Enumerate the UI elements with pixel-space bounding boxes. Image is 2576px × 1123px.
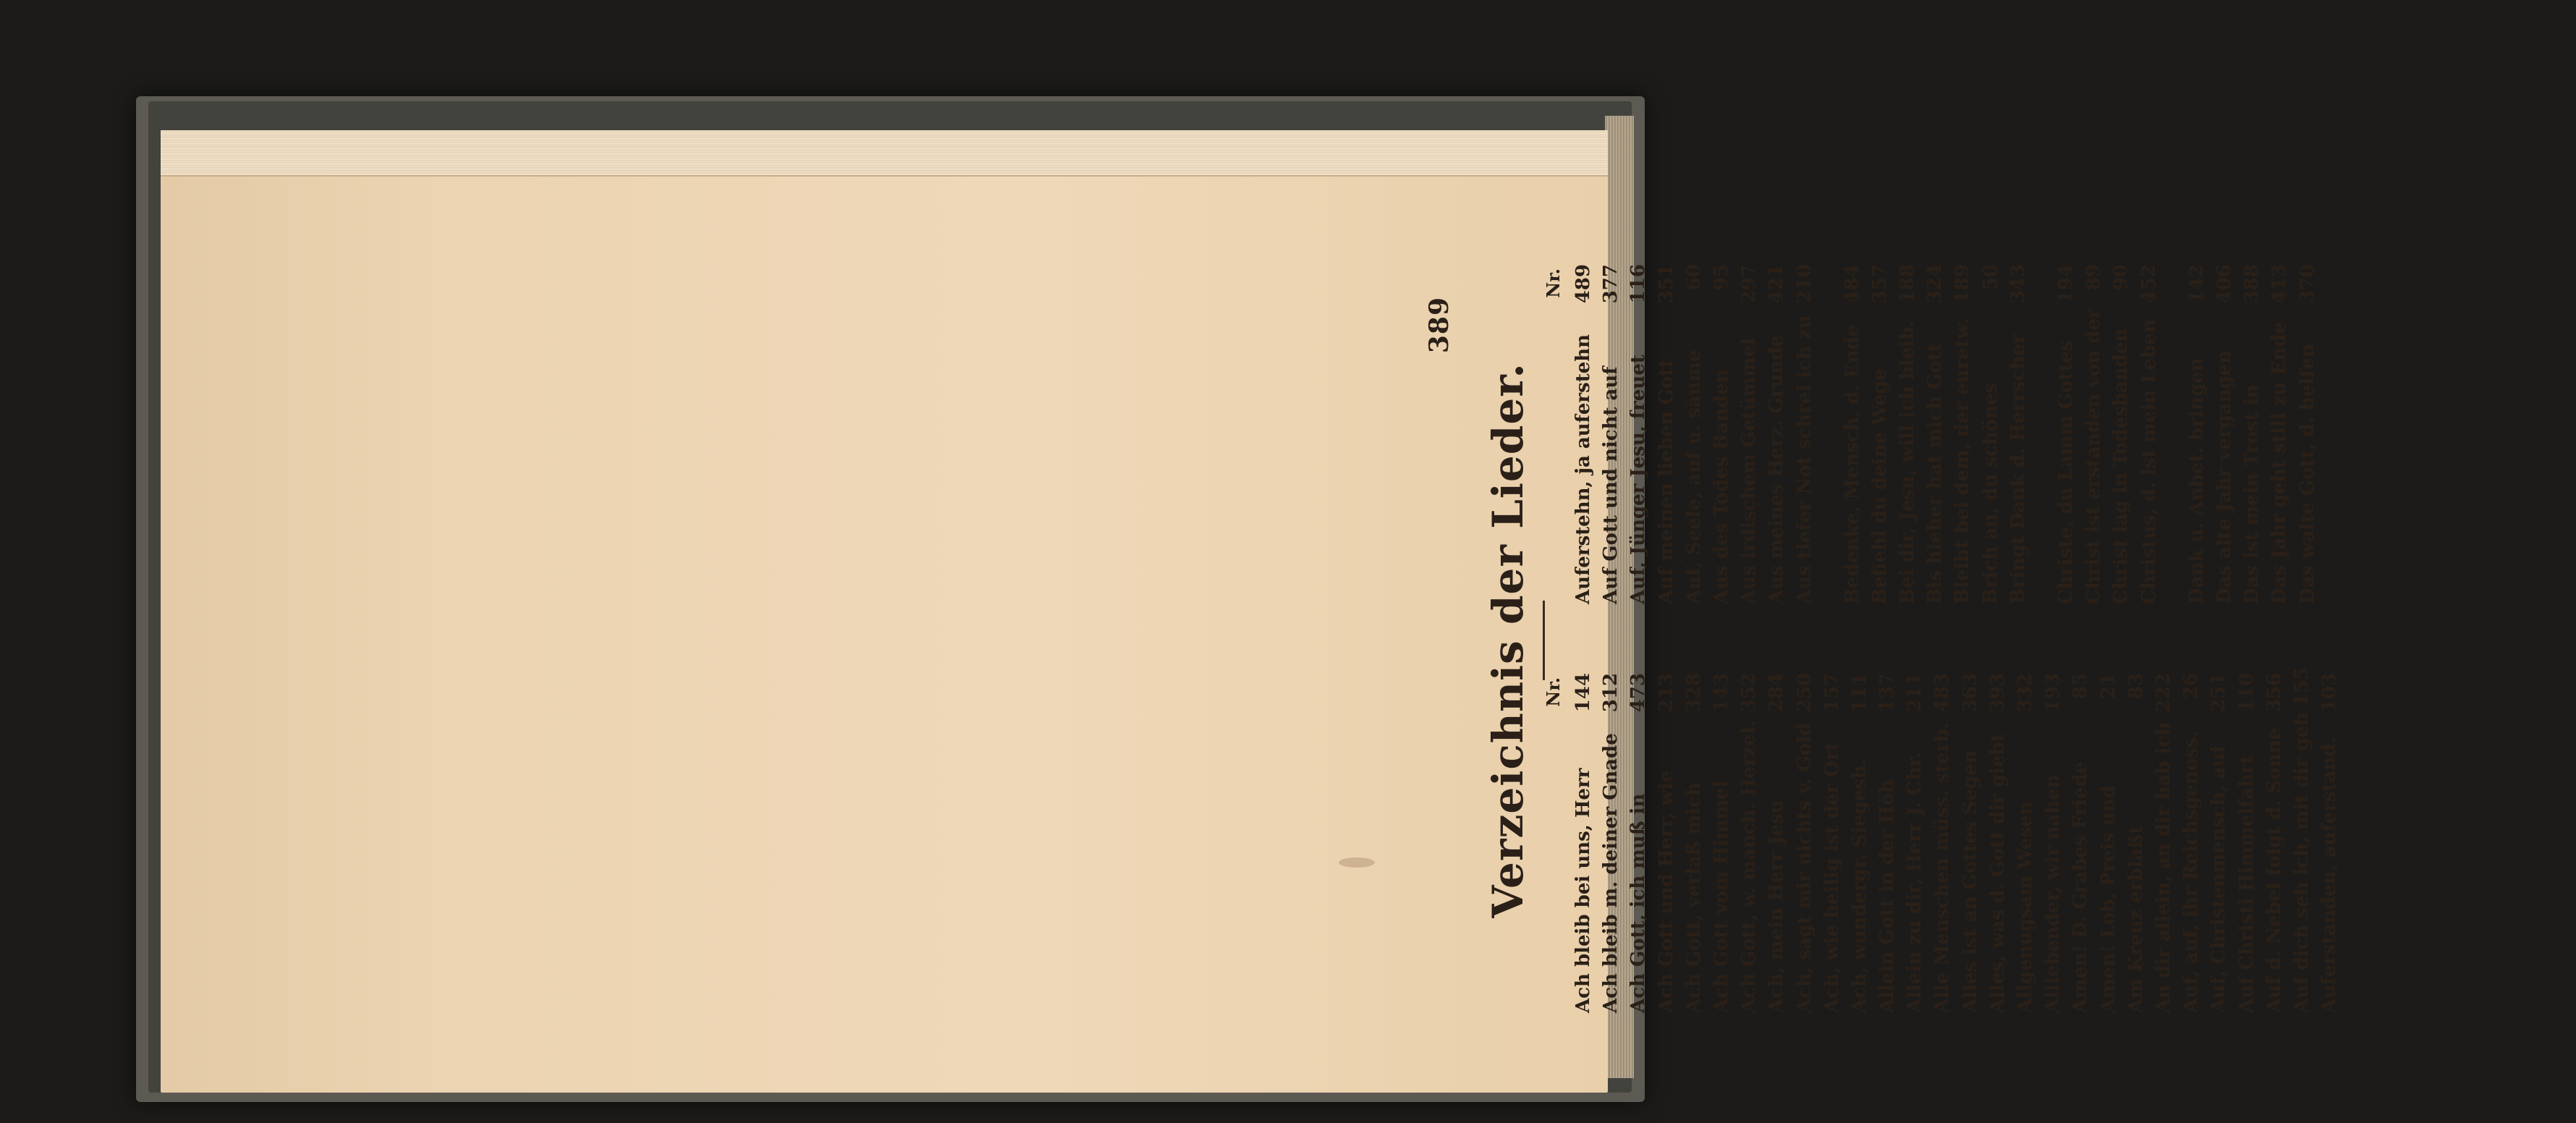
song-number: 363 xyxy=(1959,673,1981,713)
song-title: Brich an, du schönes xyxy=(1979,382,2001,604)
list-item xyxy=(1866,264,1894,604)
song-number: 211 xyxy=(1904,673,1926,713)
entry-list-left xyxy=(1569,666,2343,1013)
list-item xyxy=(2261,673,2288,1013)
list-item xyxy=(2004,264,2032,604)
list-item xyxy=(1708,264,1735,604)
song-title: Bringt Dank d. Herrscher xyxy=(2007,334,2029,604)
list-item xyxy=(1735,264,1763,604)
list-item xyxy=(2012,673,2039,1013)
song-title: Das alte Jahr vergangen xyxy=(2213,349,2235,604)
song-title: Christus, d. ist mein Leben xyxy=(2138,319,2160,604)
song-number: 352 xyxy=(1738,673,1761,713)
page-content xyxy=(1418,224,2576,1056)
page-stain xyxy=(1339,857,1375,868)
song-number: 193 xyxy=(2042,673,2064,713)
song-number: 194 xyxy=(2055,264,2077,304)
nr-header: Nr. xyxy=(1543,677,1564,707)
song-number: 484 xyxy=(1841,264,1863,304)
section-gap xyxy=(2163,264,2183,604)
song-title: Ach, mein Herr Jesu xyxy=(1766,800,1788,1013)
song-number: 90 xyxy=(2110,264,2132,291)
song-number: 26 xyxy=(2180,673,2203,700)
song-number: 21 xyxy=(2097,673,2119,700)
song-number: 103 xyxy=(2318,673,2341,713)
list-item xyxy=(1653,264,1680,604)
list-item xyxy=(1984,673,2012,1013)
song-number: 332 xyxy=(2014,673,2036,713)
rotated-page-content xyxy=(1418,224,2576,1056)
list-item xyxy=(1957,673,1984,1013)
section-gap xyxy=(1818,264,1839,604)
song-number: 421 xyxy=(1766,264,1788,304)
list-item xyxy=(1921,264,1949,604)
song-number: 210 xyxy=(1793,264,1816,304)
song-number: 406 xyxy=(2213,264,2235,304)
song-number: 144 xyxy=(1572,673,1594,713)
list-item xyxy=(2233,673,2261,1013)
song-number: 116 xyxy=(1627,264,1650,304)
song-title: Christ ist erstanden von der xyxy=(2083,308,2105,604)
title-rule xyxy=(1543,601,1545,680)
song-number: 137 xyxy=(1876,673,1899,713)
song-number: 473 xyxy=(1627,673,1650,713)
song-number: 143 xyxy=(1710,673,1732,713)
song-title: Amen! Lob, Preis und xyxy=(2097,785,2119,1013)
list-item xyxy=(1846,673,1873,1013)
song-number: 50 xyxy=(1979,264,2001,291)
song-title: Ach bleib m. deiner Gnade xyxy=(1600,733,1622,1013)
list-item xyxy=(1569,673,1597,1013)
song-title: Auf, Seele, auf u. säume xyxy=(1682,349,1705,604)
list-item xyxy=(2266,264,2293,604)
song-number: 111 xyxy=(1848,673,1870,713)
list-item xyxy=(1839,264,1866,604)
song-number: 393 xyxy=(1986,673,2009,713)
book-page xyxy=(161,130,1608,1093)
song-title: Bedenke, Mensch, d. Ende xyxy=(1841,324,1863,604)
song-title: Alles, was d. Gott dir giebt xyxy=(1986,733,2009,1013)
list-item xyxy=(2177,673,2205,1013)
song-number: 284 xyxy=(1766,673,1788,713)
song-title: Bei dir, Jesu, will ich bleib. xyxy=(1897,320,1919,604)
song-title: Befiehl du deine Wege xyxy=(1868,368,1891,604)
list-item xyxy=(1624,264,1652,604)
song-title: Am Kreuz erblaßt xyxy=(2124,825,2147,1013)
song-title: Ach Gott und Herr, wie xyxy=(1655,770,1677,1013)
song-number: 370 xyxy=(2296,264,2318,304)
list-item xyxy=(2288,666,2316,1013)
song-number: 388 xyxy=(2241,264,2263,304)
page-title: Verzeichnis der Lieder. xyxy=(1483,363,1533,918)
song-number: 356 xyxy=(2263,673,2285,713)
song-title: An dir allein, an dir hab ich xyxy=(2152,721,2174,1013)
list-item xyxy=(2150,673,2177,1013)
song-title: Christe, du Lamm Gottes xyxy=(2055,340,2077,604)
song-number: 157 xyxy=(1821,673,1843,713)
song-title: Aus tiefer Not schrei ich zu xyxy=(1793,315,1816,604)
list-item xyxy=(1949,264,1976,604)
list-item xyxy=(1894,264,1921,604)
page-top-edges xyxy=(161,130,1608,177)
song-number: 251 xyxy=(2208,673,2230,713)
song-number: 222 xyxy=(2152,673,2174,713)
song-title: Auf Christi Himmelfahrt xyxy=(2235,755,2258,1013)
song-number: 297 xyxy=(1738,264,1761,304)
song-title: Ach, wundergr. Siegesh. xyxy=(1848,758,1870,1013)
song-title: Ach Gott, w. manch. Herzel. xyxy=(1738,720,1761,1013)
song-number: 324 xyxy=(1924,264,1946,304)
song-number: 343 xyxy=(2007,264,2029,304)
list-item xyxy=(1680,264,1708,604)
song-title: Alle Menschen müss. sterb. xyxy=(1931,722,1954,1013)
entry-list-right xyxy=(1569,264,2321,604)
song-title: Auf d. Nebel folgt d. Sonne xyxy=(2263,728,2285,1013)
list-item xyxy=(1597,673,1624,1013)
song-title: Bleibt bei dem, der euretw. xyxy=(1952,318,1974,604)
song-number: 89 xyxy=(2083,264,2105,291)
song-title: Amen! D. Grabes Friede xyxy=(2069,761,2092,1013)
list-item xyxy=(1597,264,1624,604)
song-title: Aus des Todes Banden xyxy=(1710,369,1732,604)
list-item xyxy=(2205,673,2232,1013)
song-title: Allein Gott in der Höh xyxy=(1876,779,1899,1013)
song-number: 188 xyxy=(1897,264,1919,304)
list-item xyxy=(2316,673,2343,1013)
list-item xyxy=(1901,673,1928,1013)
song-number: 483 xyxy=(1931,673,1954,713)
song-number: 413 xyxy=(2268,264,2291,304)
song-number: 489 xyxy=(1572,264,1594,304)
index-column-left xyxy=(1538,666,2343,1013)
list-item xyxy=(2095,673,2122,1013)
list-item xyxy=(1624,673,1652,1013)
song-number: 155 xyxy=(2290,666,2313,707)
song-title: Das walte Gott, d. helfen xyxy=(2296,344,2318,604)
song-title: Ach, wie heilig ist der Ort xyxy=(1821,742,1843,1013)
song-number: 312 xyxy=(1600,673,1622,713)
song-title: Das ist mein Trost in xyxy=(2241,384,2263,604)
song-title: Auf Gott und nicht auf xyxy=(1600,366,1622,604)
song-number: 213 xyxy=(1655,673,1677,713)
song-title: Ach bleib bei uns, Herr xyxy=(1572,768,1594,1013)
list-item xyxy=(2294,264,2321,604)
song-title: Auf dich seh ich, mit dir geh xyxy=(2290,712,2313,1013)
list-item xyxy=(2080,264,2107,604)
list-item xyxy=(1791,673,1818,1013)
song-number: 60 xyxy=(1682,264,1705,291)
list-item xyxy=(2238,264,2266,604)
song-title: Auf, Christenmensch, auf xyxy=(2208,745,2230,1013)
song-title: Alles ist an Gottes Segen xyxy=(1959,750,1981,1013)
song-title: Ach Gott vom Himmel xyxy=(1710,780,1732,1013)
song-title: Bis hieher hat mich Gott xyxy=(1924,343,1946,604)
song-title: Christ lag in Todesbanden xyxy=(2110,328,2132,604)
song-title: Auferstanden, auferstand. xyxy=(2318,737,2341,1013)
song-number: 189 xyxy=(1952,264,1974,304)
song-title: Allgenugsam Wesen xyxy=(2014,801,2036,1013)
song-number: 83 xyxy=(2124,673,2147,700)
song-title: Auf, auf, ihr Reichsgenoss. xyxy=(2180,730,2203,1013)
song-number: 250 xyxy=(1793,673,1816,713)
list-item xyxy=(2211,264,2238,604)
song-title: Ach Gott, verlaß mich xyxy=(1682,782,1705,1013)
song-number: 351 xyxy=(1655,264,1677,304)
song-number: 142 xyxy=(2185,264,2208,304)
song-title: Alliebender, wir nahen xyxy=(2042,774,2064,1013)
song-title: Aus meines Herz. Grunde xyxy=(1766,335,1788,604)
list-item xyxy=(2067,673,2094,1013)
song-title: Auf meinen lieben Gott xyxy=(1655,358,1677,604)
list-item xyxy=(2135,264,2163,604)
list-item xyxy=(2052,264,2080,604)
song-number: 328 xyxy=(1682,673,1705,713)
song-title: Ach Gott, ich muß in xyxy=(1627,793,1650,1013)
song-title: Das Jahr geht still zu Ende xyxy=(2268,321,2291,604)
list-item xyxy=(2039,673,2067,1013)
song-title: Allein zu dir, Herr J. Chr. xyxy=(1904,752,1926,1013)
song-number: 377 xyxy=(1600,264,1622,304)
index-column-right xyxy=(1538,264,2321,604)
song-number: 85 xyxy=(2069,673,2092,700)
song-title: Auf, Jünger Jesu, freuet xyxy=(1627,355,1650,604)
nr-header: Nr. xyxy=(1543,268,1564,298)
song-number: 110 xyxy=(2235,673,2258,713)
song-number: 95 xyxy=(1710,264,1732,291)
section-gap xyxy=(2032,264,2052,604)
list-item xyxy=(1977,264,2004,604)
song-title: Auferstehn, ja auferstehn xyxy=(1572,334,1594,604)
list-item xyxy=(2183,264,2211,604)
list-item xyxy=(1653,673,1680,1013)
song-title: Ach, sagt mir nichts v. Gold xyxy=(1793,722,1816,1013)
song-number: 452 xyxy=(2138,264,2160,304)
list-item xyxy=(1735,673,1763,1013)
list-item xyxy=(1708,673,1735,1013)
page-number: 389 xyxy=(1424,297,1454,354)
list-item xyxy=(1791,264,1818,604)
list-item xyxy=(1763,264,1790,604)
list-item xyxy=(1873,673,1901,1013)
list-item xyxy=(1569,264,1597,604)
song-number: 357 xyxy=(1868,264,1891,304)
list-item xyxy=(2107,264,2135,604)
list-item xyxy=(1680,673,1708,1013)
list-item xyxy=(1818,673,1846,1013)
list-item xyxy=(2122,673,2150,1013)
song-title: Aus irdischem Getümmel xyxy=(1738,338,1761,604)
song-title: Dank u. Anbet. bringen xyxy=(2185,357,2208,604)
list-item xyxy=(1763,673,1790,1013)
list-item xyxy=(1928,673,1956,1013)
